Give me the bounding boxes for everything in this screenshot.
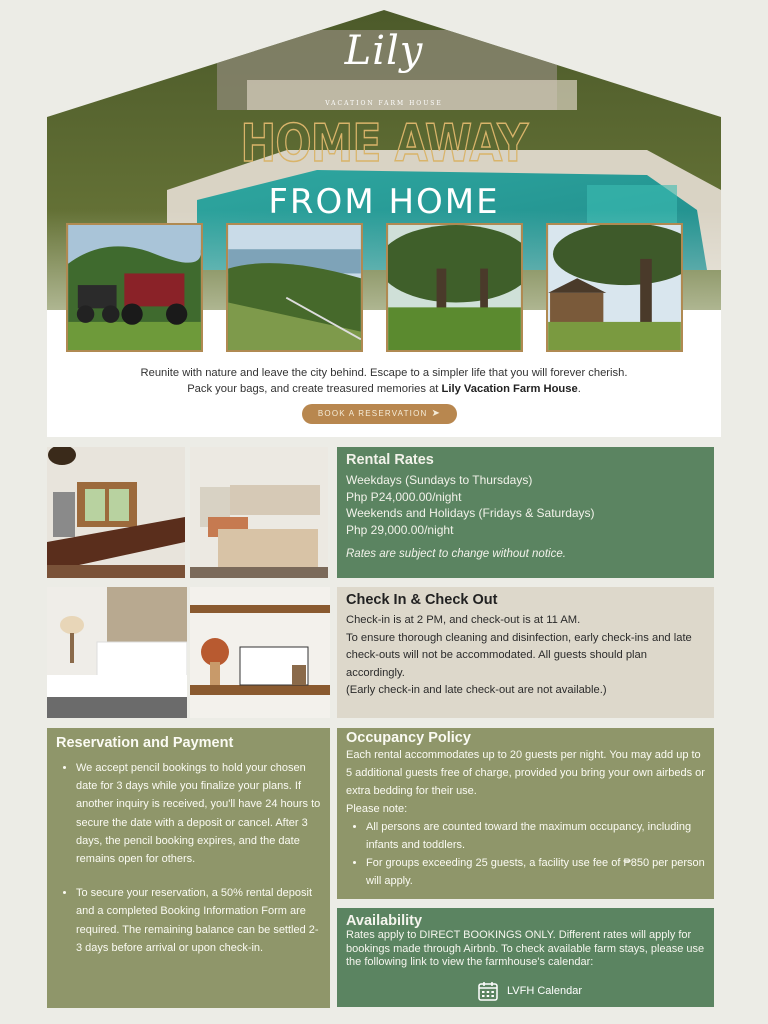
occupancy-policy-card: [337, 728, 714, 899]
farmhouse-name-bold: Lily Vacation Farm House: [441, 383, 578, 395]
occupancy-title: Occupancy Policy: [346, 730, 471, 746]
atv-photo: [66, 223, 203, 352]
rental-rates-card: [337, 447, 714, 578]
farm-field-photo: [226, 223, 363, 352]
logo-name: Lily: [344, 28, 424, 74]
availability-text: Rates apply to DIRECT BOOKINGS ONLY. Different rates will apply for bookings made through Airbnb. To check available farm stays, please use the following link to view the farmhouse's calendar:: [346, 929, 705, 968]
calendar-icon: [477, 980, 499, 1002]
cursor-icon: ➤: [431, 408, 442, 419]
availability-card: [337, 908, 714, 1007]
hero-title-line2: FROM HOME: [268, 182, 500, 222]
rental-rates-title: Rental Rates: [346, 452, 434, 468]
occupancy-list: [346, 818, 705, 890]
reservation-title: Reservation and Payment: [56, 735, 234, 751]
hero-text-line2: [47, 381, 721, 397]
dining-room-photo: [47, 447, 185, 578]
bedroom-photo: [47, 587, 187, 718]
calendar-link[interactable]: [477, 980, 582, 1002]
checkin-note: (Early check-in and late check-out are not available.): [346, 684, 607, 696]
list-item: • All persons are counted toward the maximum occupancy, including infants and toddlers.: [366, 818, 705, 854]
rates-note: Rates are subject to change without notice.: [346, 548, 566, 560]
availability-title: Availability: [346, 913, 423, 929]
hero-text-line2-suffix: .: [577, 383, 581, 395]
hero-description: [47, 365, 721, 397]
hero-text-line2-prefix: Pack your bags, and create treasured memories at: [187, 383, 442, 395]
home-sweet-home-shelf-photo: [190, 587, 330, 718]
acacia-trees-photo: [386, 223, 523, 352]
list-item: • We accept pencil bookings to hold your chosen date for 3 days while you finalize your plans. If another inquiry is received, you'll have 24 hours to secure the date with a deposit or cancel. After 3 days, the pencil booking expires, and the date remains open for others.: [76, 759, 321, 868]
weekends-label: Weekends and Holidays (Fridays & Saturdays): [346, 506, 595, 520]
check-in-check-out-card: [337, 587, 714, 718]
living-room-photo: [190, 447, 328, 578]
hero-title-line1: HOME AWAY: [240, 114, 528, 174]
logo-subtitle: VACATION FARM HOUSE: [325, 100, 443, 107]
list-item: • For groups exceeding 25 guests, a facility use fee of ₱850 per person will apply.: [366, 854, 705, 890]
book-reservation-label: BOOK A RESERVATION: [317, 409, 428, 418]
checkin-policy: To ensure thorough cleaning and disinfection, early check-ins and late check-outs will not be accommodated. All guests should plan accordingly.: [346, 631, 692, 679]
hero-text-line1: Reunite with nature and leave the city behind. Escape to a simpler life that you will forever cherish.: [140, 367, 628, 379]
reservation-payment-card: [47, 728, 330, 1008]
hero-banner: [47, 10, 721, 437]
weekdays-price: Php P24,000.00/night: [346, 489, 462, 504]
occupancy-note-label: Please note:: [346, 803, 408, 815]
weekdays-label: Weekdays (Sundays to Thursdays): [346, 473, 533, 487]
occupancy-intro: Each rental accommodates up to 20 guests per night. You may add up to 5 additional guests free of charge, provided you bring your own airbeds or extra bedding for their use.: [346, 749, 705, 797]
calendar-link-label: LVFH Calendar: [507, 985, 582, 997]
reservation-list: [56, 759, 321, 957]
weekends-price: Php 29,000.00/night: [346, 522, 454, 537]
list-item: • To secure your reservation, a 50% rental deposit and a completed Booking Information Form are required. The remaining balance can be settled 2-3 days before arrival or upon check-in.: [76, 884, 321, 957]
checkin-title: Check In & Check Out: [346, 592, 498, 608]
book-reservation-button[interactable]: [302, 404, 457, 424]
farmhouse-tree-photo: [546, 223, 683, 352]
checkin-times: Check-in is at 2 PM, and check-out is at 11 AM.: [346, 614, 581, 626]
